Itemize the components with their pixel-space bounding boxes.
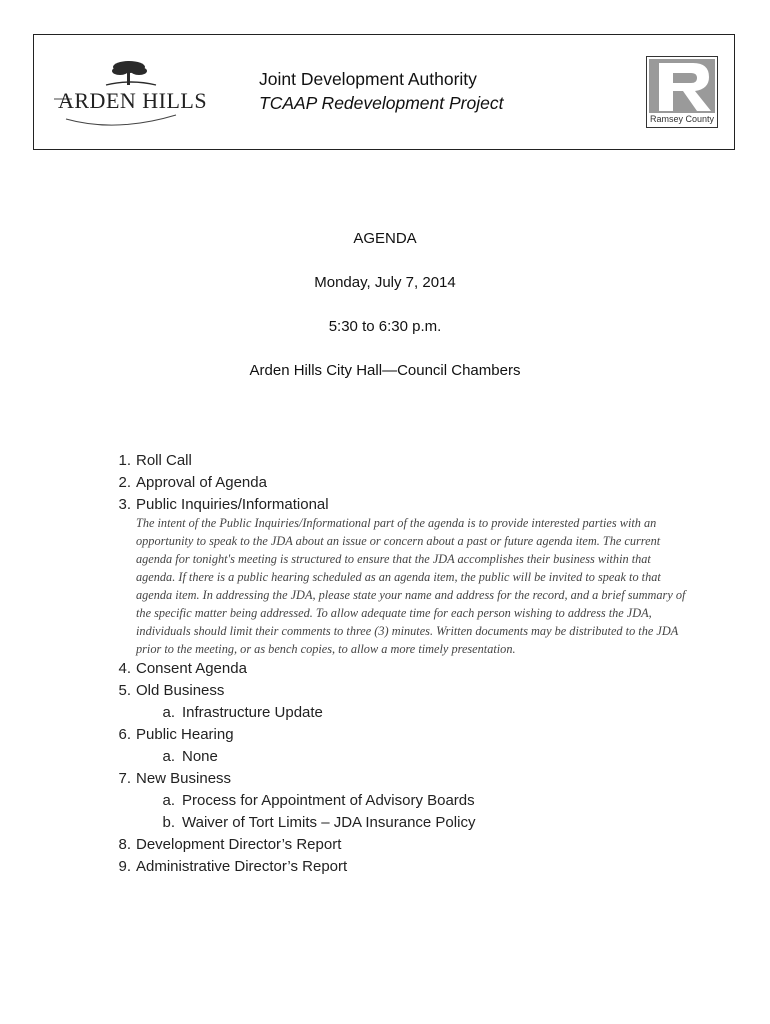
agenda-subitem [111,702,711,724]
agenda-item-5 [111,680,711,702]
agenda-list [111,450,711,878]
item-label: New Business [136,770,232,787]
item-label: Administrative Director’s Report [136,858,348,875]
item-number: 4. [118,660,131,677]
item-label: Consent Agenda [136,660,247,677]
item-number: 9. [118,858,131,875]
title-line-1: Joint Development Authority [259,69,477,89]
agenda-subitem [111,812,711,834]
item-number: 2. [118,474,131,491]
subitem-letter: a. [162,704,175,721]
item-label: Old Business [136,682,225,699]
item-number: 8. [118,836,131,853]
item-label: Roll Call [136,452,192,469]
item-label: Approval of Agenda [136,474,267,491]
agenda-item-4 [111,658,711,680]
subitem-letter: a. [162,748,175,765]
subitem-label: Waiver of Tort Limits – JDA Insurance Policy [182,814,476,831]
agenda-subitem [111,790,711,812]
arden-hills-logo [46,57,211,137]
item-number: 3. [118,496,131,513]
meeting-date: Monday, July 7, 2014 [314,274,456,291]
item-label: Public Hearing [136,726,234,743]
agenda-item-2 [111,472,711,494]
public-inquiries-note: The intent of the Public Inquiries/Informational part of the agenda is to provide interested parties with an opportunity to speak to the JDA about an issue or concern about a past or future agenda item. The current agenda for tonight's meeting is structured to ensure that the JDA accomplishes their business within that agenda. If there is a public hearing scheduled as an agenda item, the public will be invited to speak to that agenda item. In addressing the JDA, please state your name and address for the record, and a brief summary of the specific matter being addressed. To allow adequate time for each person wishing to address the JDA, individuals should limit their comments to three (3) minutes. Written documents may be distributed to the JDA prior to the meeting, or as bench copies, to allow a more timely presentation. [136,516,686,656]
agenda-item-1 [111,450,711,472]
title-block [259,67,559,115]
meeting-location: Arden Hills City Hall—Council Chambers [249,362,521,379]
subitem-label: None [182,748,218,765]
item-number: 1. [118,452,131,469]
agenda-heading: AGENDA [353,230,417,247]
agenda-subitem [111,746,711,768]
title-line-2: TCAAP Redevelopment Project [259,93,504,113]
subitem-label: Process for Appointment of Advisory Boards [182,792,475,809]
subitem-letter: b. [162,814,175,831]
agenda-item-6 [111,724,711,746]
item-number: 6. [118,726,131,743]
item-label: Development Director’s Report [136,836,342,853]
agenda-item-9 [111,856,711,878]
item-number: 7. [118,770,131,787]
ramsey-county-label: Ramsey County [649,114,715,124]
item-label: Public Inquiries/Informational [136,496,329,513]
subitem-letter: a. [162,792,175,809]
arden-hills-wordmark: ARDEN HILLS [58,88,208,113]
ramsey-county-logo [646,56,718,128]
item-number: 5. [118,682,131,699]
header-box [33,34,735,150]
agenda-item-8 [111,834,711,856]
meeting-time: 5:30 to 6:30 p.m. [328,318,442,335]
agenda-item-7 [111,768,711,790]
agenda-item-3 [111,494,711,516]
ramsey-r-icon [649,59,715,113]
subitem-label: Infrastructure Update [182,704,323,721]
